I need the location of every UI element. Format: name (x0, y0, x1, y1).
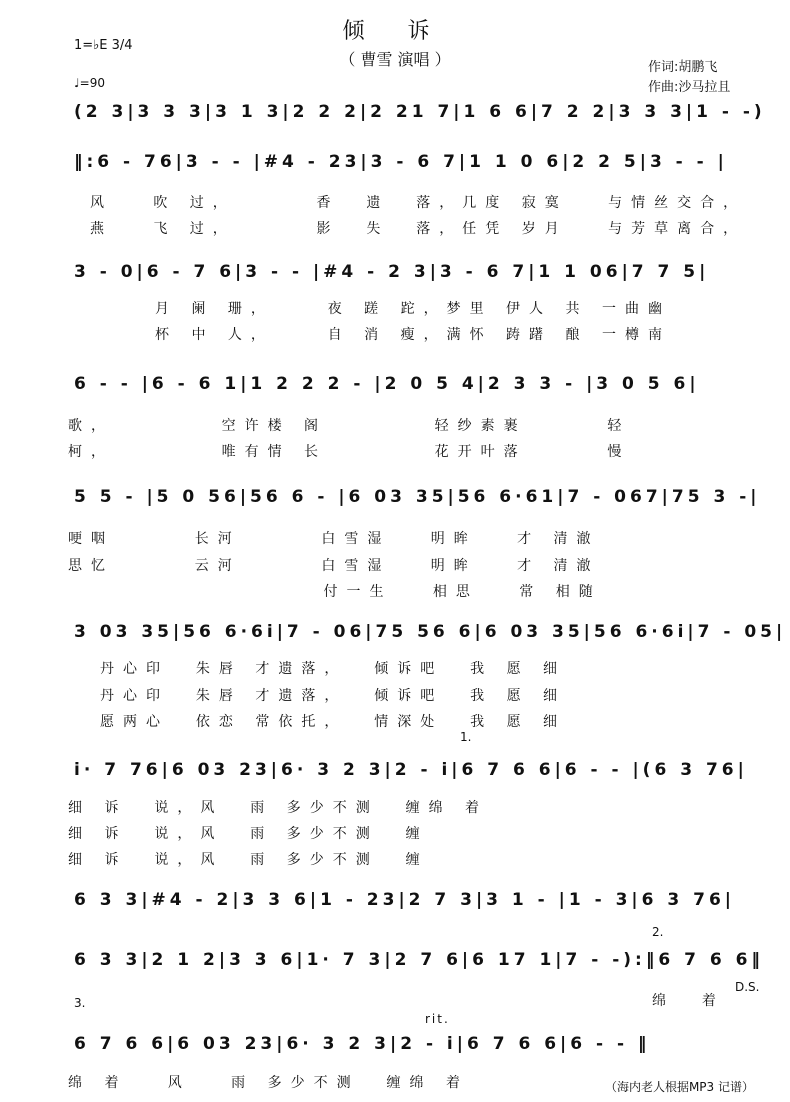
notation-line-9: 6 3 3|2 1 2|3 3 6|1· 7 3|2 7 6|6 17 1|7 - -):‖6 7 6 6‖ (74, 950, 764, 970)
lyricist-credit: 作词:胡鹏飞 (648, 60, 718, 75)
transcription-note: （海内老人根据MP3 记谱） (604, 1080, 754, 1094)
tempo-marking: ♩=90 (74, 76, 105, 90)
lyric-line-2-verse-2: 燕 飞 过， 影 失 落，任凭 岁月 与芳草离合， (90, 221, 747, 237)
lyric-line-7-verse-3: 细 诉 说，风 雨 多少不测 缠 (68, 852, 429, 868)
lyric-line-9: 绵 着 (652, 993, 725, 1009)
lyric-line-5-verse-2: 思忆 云河 白雪湿 明眸 才 清澈 (68, 558, 600, 574)
volta-1-label: 1. (460, 730, 472, 744)
rit-marking: rit. (425, 1012, 450, 1026)
notation-line-3: 3 - 0|6 - 7 6|3 - - |#4 - 2 3|3 - 6 7|1 1 06|7 7 5| (74, 262, 710, 282)
notation-line-8: 6 3 3|#4 - 2|3 3 6|1 - 23|2 7 3|3 1 - |1 - 3|6 3 76| (74, 890, 735, 910)
lyric-line-5-verse-1: 哽咽 长河 白雪湿 明眸 才 清澈 (68, 531, 600, 547)
volta-2-label: 2. (652, 925, 664, 939)
song-subtitle: （ 曹雪 演唱 ） (339, 50, 451, 69)
lyric-line-3-verse-2: 杯 中 人， 自 消 瘦，满怀 踌躇 酿 一樽南 (155, 327, 671, 343)
lyric-line-4-verse-2: 柯， 唯有情 长 花开叶落 慢 (68, 444, 631, 460)
lyric-line-2-verse-1: 风 吹 过， 香 遗 落，几度 寂寞 与情丝交合， (90, 195, 747, 211)
notation-line-5: 5 5 - |5 0 56|56 6 - |6 03 35|56 6·61|7 - 067|75 3 -| (74, 487, 761, 507)
notation-line-4: 6 - - |6 - 6 1|1 2 2 2 - |2 0 5 4|2 3 3 - |3 0 5 6| (74, 374, 700, 394)
lyric-line-7-verse-1: 细 诉 说，风 雨 多少不测 缠绵 着 (68, 800, 489, 816)
lyric-line-3-verse-1: 月 阑 珊， 夜 蹉 跎，梦里 伊人 共 一曲幽 (155, 301, 671, 317)
lyric-line-6-verse-1: 丹心印 朱唇 才遗落， 倾诉吧 我 愿 细 (100, 661, 567, 677)
notation-line-1: (2 3|3 3 3|3 1 3|2 2 2|2 21 7|1 6 6|7 2 2|3 3 3|1 - -) (74, 102, 766, 122)
lyric-line-6-verse-3: 愿两心 依恋 常依托， 情深处 我 愿 细 (100, 714, 567, 730)
ds-marking: D.S. (735, 980, 760, 994)
song-title: 倾 诉 (342, 19, 448, 44)
notation-line-7: i· 7 76|6 03 23|6· 3 2 3|2 - i|6 7 6 6|6 - - |(6 3 76| (74, 760, 748, 780)
notation-line-6: 3 03 35|56 6·6i|7 - 06|75 56 6|6 03 35|56 6·6i|7 - 05| (74, 622, 787, 642)
lyric-line-10: 绵 着 风 雨 多少不测 缠绵 着 (68, 1075, 469, 1091)
notation-line-10: 6 7 6 6|6 03 23|6· 3 2 3|2 - i|6 7 6 6|6 - - ‖ (74, 1034, 651, 1054)
lyric-line-7-verse-2: 细 诉 说，风 雨 多少不测 缠 (68, 826, 429, 842)
lyric-line-4-verse-1: 歌， 空许楼 阁 轻纱素裹 轻 (68, 418, 631, 434)
lyric-line-6-verse-2: 丹心印 朱唇 才遗落， 倾诉吧 我 愿 细 (100, 688, 567, 704)
lyric-line-5-verse-3: 付一生 相思 常 相随 (68, 584, 602, 600)
notation-line-2: ‖:6 - 76|3 - - |#4 - 23|3 - 6 7|1 1 0 6|2 2 5|3 - - | (74, 152, 728, 172)
composer-credit: 作曲:沙马拉且 (648, 80, 731, 95)
volta-3-label: 3. (74, 996, 86, 1010)
key-signature: 1=♭E 3/4 (74, 38, 133, 53)
